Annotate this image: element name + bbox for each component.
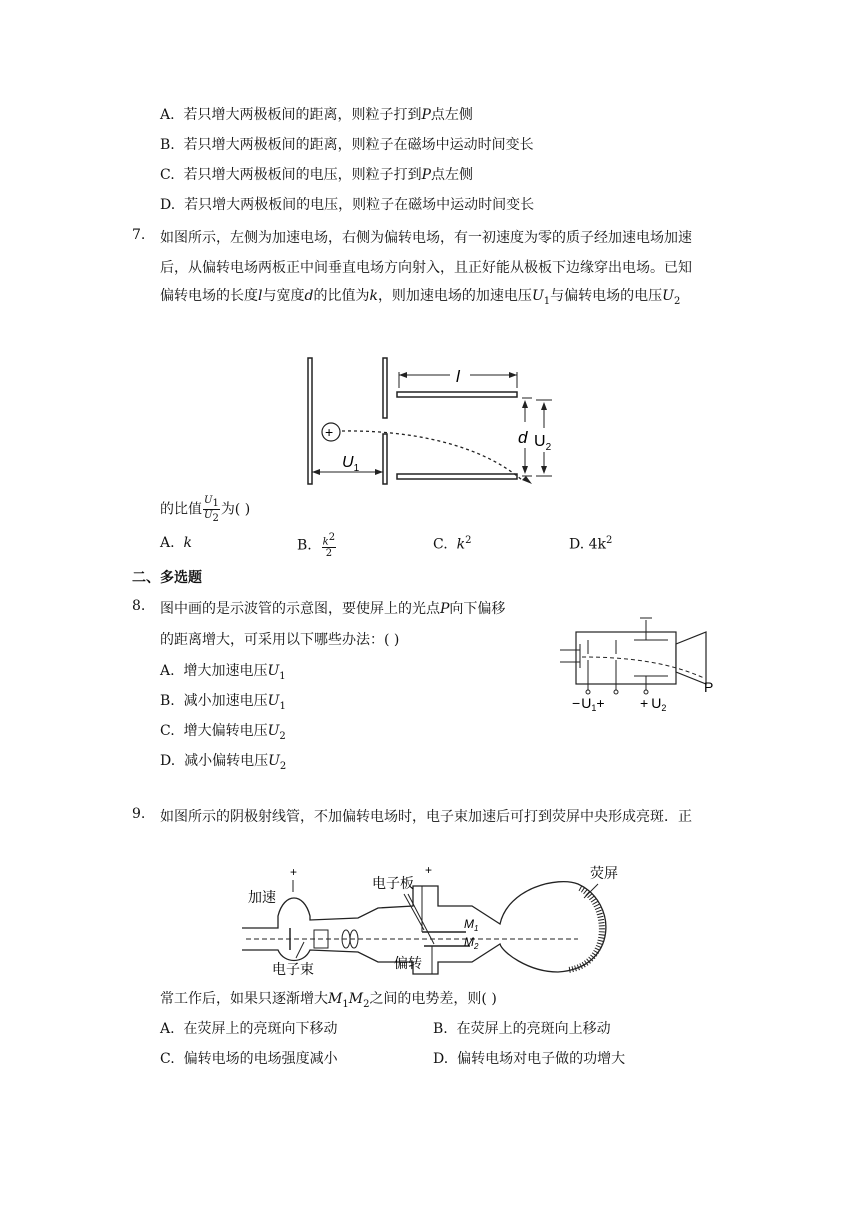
label-yingping: 荧屏	[590, 865, 618, 881]
q9-option-a: A. 在荧屏上的亮斑向下移动	[160, 1021, 338, 1037]
q7-text-line1: 如图所示，左侧为加速电场，右侧为偏转电场，有一初速度为零的质子经加速电场加速	[160, 230, 692, 246]
q7-question-tail: 的比值 $\frac{U_1}{U_2}$ 为( )	[160, 495, 251, 524]
q7-diagram	[300, 352, 560, 492]
q8-option-c: C. 增大偏转电压$U_2$	[160, 723, 286, 742]
q9-number: 9.	[132, 806, 146, 822]
q9-option-c: C. 偏转电场的电场强度减小	[160, 1051, 338, 1067]
q7-option-d: D. $4k^2$	[569, 535, 613, 553]
accel-plate-top	[383, 358, 387, 418]
q8-option-d: D. 减小偏转电压$U_2$	[160, 753, 287, 772]
label-l: l	[456, 367, 460, 386]
deflect-plate-bottom	[397, 474, 517, 479]
label-m2: $M_2$	[464, 935, 479, 951]
q8-text-line2: 的距离增大，可采用以下哪些办法：( )	[160, 632, 400, 648]
section-title: 二、多选题	[132, 570, 202, 586]
label-p: P	[704, 679, 714, 695]
accel-plate-bottom	[383, 434, 387, 484]
q9-option-d: D. 偏转电场对电子做的功增大	[433, 1051, 626, 1067]
q8-option-b: B. 减小加速电压$U_1$	[160, 693, 286, 712]
q7-option-b: B. $\frac{k^2}{2}$	[297, 532, 336, 560]
q8-number: 8.	[132, 598, 146, 614]
q7-text-line3: 偏转电场的长度l与宽度d的比值为k，则加速电场的加速电压$U_1$与偏转电场的电压$U_2$	[160, 288, 681, 307]
q9-crt-diagram	[238, 858, 638, 978]
label-jiasu: 加速	[248, 889, 276, 905]
label-dianzishu: 电子束	[272, 961, 314, 977]
q7-number: 7.	[132, 227, 146, 243]
label-pianzhuan: 偏转	[394, 955, 422, 971]
label-u1-minus: $-U_1+$	[572, 695, 605, 713]
label-dianziban: 电子板	[372, 875, 414, 891]
label-u2: + $U_2$	[640, 695, 667, 713]
q7-text-line2: 后，从偏转电场两板正中间垂直电场方向射入，且正好能从极板下边缘穿出电场。已知	[160, 260, 692, 276]
q6-option-a: A. 若只增大两极板间的距离，则粒子打到P点左侧	[160, 107, 473, 123]
svg-text:+: +	[290, 865, 298, 879]
q9-text-line2: 常工作后，如果只逐渐增大$M_1M_2$之间的电势差，则( )	[160, 991, 497, 1010]
q8-oscilloscope-diagram	[558, 610, 728, 718]
label-u1: $U_1$	[342, 454, 360, 474]
svg-text:+: +	[325, 424, 334, 440]
label-u2: $U_2$	[534, 433, 552, 453]
q7-option-a: A. k	[160, 535, 192, 551]
label-m1: $M_1$	[464, 917, 479, 933]
tube-screen	[676, 632, 706, 684]
accel-plate-left	[308, 358, 312, 484]
q8-option-a: A. 增大加速电压$U_1$	[160, 663, 286, 682]
label-d: d	[518, 428, 528, 447]
q6-option-c: C. 若只增大两极板间的电压，则粒子打到P点左侧	[160, 167, 473, 183]
deflect-plate-top	[397, 392, 517, 397]
q9-text-line1: 如图所示的阴极射线管，不加偏转电场时，电子束加速后可打到荧屏中央形成亮斑．正	[160, 809, 692, 825]
q8-text-line1: 图中画的是示波管的示意图，要使屏上的光点P向下偏移	[160, 601, 506, 617]
q7-option-c: C. $k^2$	[433, 535, 472, 553]
q9-option-b: B. 在荧屏上的亮斑向上移动	[433, 1021, 611, 1037]
svg-text:+: +	[425, 863, 433, 877]
proton-trajectory	[342, 431, 522, 480]
q6-option-b: B. 若只增大两极板间的距离，则粒子在磁场中运动时间变长	[160, 137, 534, 153]
q6-option-d: D. 若只增大两极板间的电压，则粒子在磁场中运动时间变长	[160, 197, 535, 213]
